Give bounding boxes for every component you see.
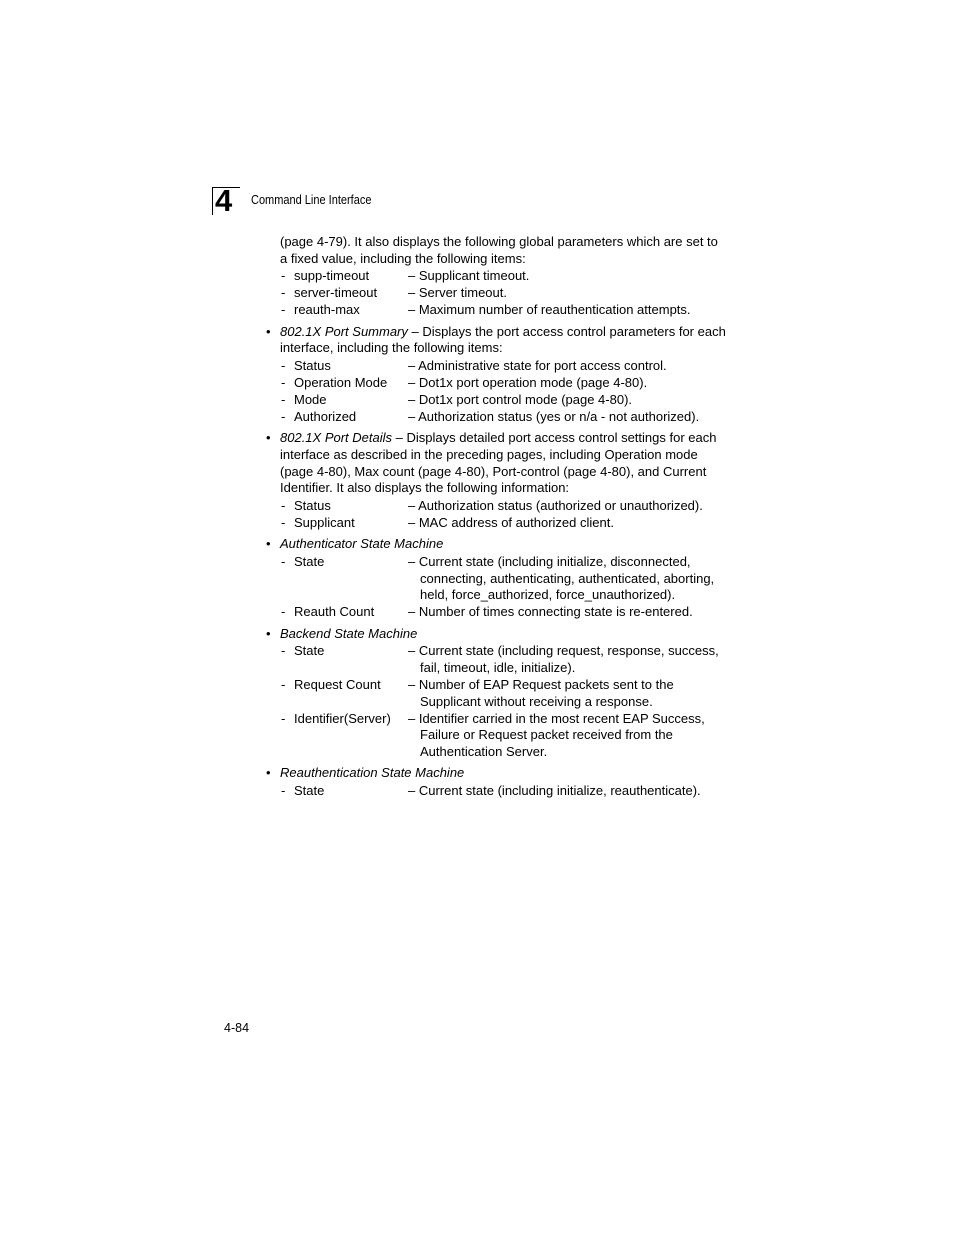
item-definition: – Identifier carried in the most recent EAP Success, Failure or Request packet received from the Authentication Server. bbox=[408, 710, 705, 759]
item-definition: – MAC address of authorized client. bbox=[408, 514, 614, 530]
bullet-paragraph bbox=[280, 626, 726, 643]
bullet-paragraph bbox=[280, 324, 726, 357]
item-definition: – Authorization status (yes or n/a - not authorized). bbox=[408, 408, 700, 424]
list-item: - Reauth Count – Number of times connecting state is re-entered. bbox=[280, 604, 726, 621]
item-definition: – Administrative state for port access control. bbox=[408, 357, 667, 373]
list-item: - Status – Authorization status (authorized or unauthorized). bbox=[280, 498, 726, 515]
page-number: 4-84 bbox=[224, 1021, 250, 1035]
bullet-mark: • bbox=[266, 323, 271, 339]
bullet-mark: • bbox=[266, 536, 271, 552]
list-item: - Supplicant – MAC address of authorized client. bbox=[280, 515, 726, 532]
item-term: Supplicant bbox=[294, 514, 355, 530]
intro-item-list bbox=[280, 268, 726, 319]
bullet-mark: • bbox=[266, 625, 271, 641]
item-definition: – Dot1x port operation mode (page 4-80). bbox=[408, 374, 648, 390]
bullet-port-summary bbox=[266, 324, 726, 426]
item-term: State bbox=[294, 782, 325, 798]
bullet-paragraph bbox=[280, 765, 726, 782]
item-term: Operation Mode bbox=[294, 374, 388, 390]
item-term: server-timeout bbox=[294, 285, 378, 301]
bullet-title: Authenticator State Machine bbox=[280, 536, 444, 552]
item-term: Status bbox=[294, 357, 331, 373]
bullet-reauthentication-state-machine bbox=[266, 765, 726, 799]
item-term: supp-timeout bbox=[294, 268, 370, 284]
item-definition: – Current state (including initialize, reauthenticate). bbox=[408, 782, 701, 798]
list-item: - State – Current state (including initialize, disconnected, connecting, authenticating, authenticated, aborting, held, force_authorized, force_unauthorized). bbox=[280, 554, 726, 604]
running-header-title: Command Line Interface bbox=[251, 193, 372, 207]
chapter-number-tab bbox=[212, 183, 240, 218]
bullet-item-list bbox=[280, 643, 726, 760]
list-item: - server-timeout – Server timeout. bbox=[280, 285, 726, 302]
item-term: Status bbox=[294, 497, 331, 513]
item-term: State bbox=[294, 643, 325, 659]
list-item: - Authorized – Authorization status (yes or n/a - not authorized). bbox=[280, 409, 726, 426]
item-definition: – Current state (including initialize, disconnected, connecting, authenticating, authenticated, aborting, held, force_authorized, force_unauthorized). bbox=[408, 554, 715, 603]
item-definition: – Server timeout. bbox=[408, 285, 507, 301]
item-term: Identifier(Server) bbox=[294, 710, 391, 726]
item-definition: – Dot1x port control mode (page 4-80). bbox=[408, 391, 633, 407]
list-item: - State – Current state (including request, response, success, fail, timeout, idle, initialize). bbox=[280, 643, 726, 676]
list-item: - Request Count – Number of EAP Request packets sent to the Supplicant without receiving a response. bbox=[280, 677, 726, 710]
bullet-port-details bbox=[266, 430, 726, 531]
item-term: Authorized bbox=[294, 408, 357, 424]
chapter-number: 4 bbox=[215, 183, 233, 218]
list-item: - Identifier(Server) – Identifier carried in the most recent EAP Success, Failure or Request packet received from the Authentication Server. bbox=[280, 711, 726, 761]
bullet-backend-state-machine bbox=[266, 626, 726, 761]
item-term: Mode bbox=[294, 391, 327, 407]
item-definition: – Maximum number of reauthentication attempts. bbox=[408, 302, 691, 318]
bullet-title: Backend State Machine bbox=[280, 625, 418, 641]
bullet-title: 802.1X Port Details bbox=[280, 430, 393, 446]
list-item: - supp-timeout – Supplicant timeout. bbox=[280, 268, 726, 285]
bullet-paragraph bbox=[280, 536, 726, 553]
intro-paragraph: (page 4-79). It also displays the following global parameters which are set to a fixed value, including the following items: bbox=[280, 234, 718, 266]
bullet-title: 802.1X Port Summary bbox=[280, 323, 408, 339]
list-item: - reauth-max – Maximum number of reauthentication attempts. bbox=[280, 302, 726, 319]
bullet-item-list bbox=[280, 358, 726, 426]
intro-section bbox=[280, 234, 726, 319]
item-definition: – Number of EAP Request packets sent to the Supplicant without receiving a response. bbox=[408, 676, 674, 709]
list-item: - Operation Mode – Dot1x port operation mode (page 4-80). bbox=[280, 375, 726, 392]
bullet-item-list bbox=[280, 498, 726, 532]
bullet-item-list bbox=[280, 554, 726, 621]
bullet-authenticator-state-machine bbox=[266, 536, 726, 620]
item-term: reauth-max bbox=[294, 302, 360, 318]
bullet-title: Reauthentication State Machine bbox=[280, 765, 465, 781]
item-definition: – Supplicant timeout. bbox=[408, 268, 530, 284]
item-term: State bbox=[294, 554, 325, 570]
bullet-mark: • bbox=[266, 765, 271, 781]
list-item: - Mode – Dot1x port control mode (page 4-80). bbox=[280, 392, 726, 409]
page-body bbox=[266, 234, 726, 800]
list-item: - State – Current state (including initialize, reauthenticate). bbox=[280, 783, 726, 800]
bullet-paragraph bbox=[280, 430, 726, 496]
bullet-mark: • bbox=[266, 430, 271, 446]
item-definition: – Authorization status (authorized or unauthorized). bbox=[408, 497, 703, 513]
list-item: - Status – Administrative state for port access control. bbox=[280, 358, 726, 375]
item-definition: – Current state (including request, response, success, fail, timeout, idle, initialize). bbox=[408, 643, 719, 675]
item-definition: – Number of times connecting state is re-entered. bbox=[408, 604, 693, 620]
item-term: Reauth Count bbox=[294, 604, 375, 620]
bullet-text: – Displays the port access control parameters for each interface, including the following items: bbox=[280, 323, 726, 356]
bullet-item-list bbox=[280, 783, 726, 800]
item-term: Request Count bbox=[294, 676, 381, 692]
bullet-text: – Displays detailed port access control settings for each interface as described in the preceding pages, including Operation mode (page 4-80), Max count (page 4-80), Port-control (page 4-80), and Current Identifier. It also displays the following information: bbox=[280, 430, 717, 496]
